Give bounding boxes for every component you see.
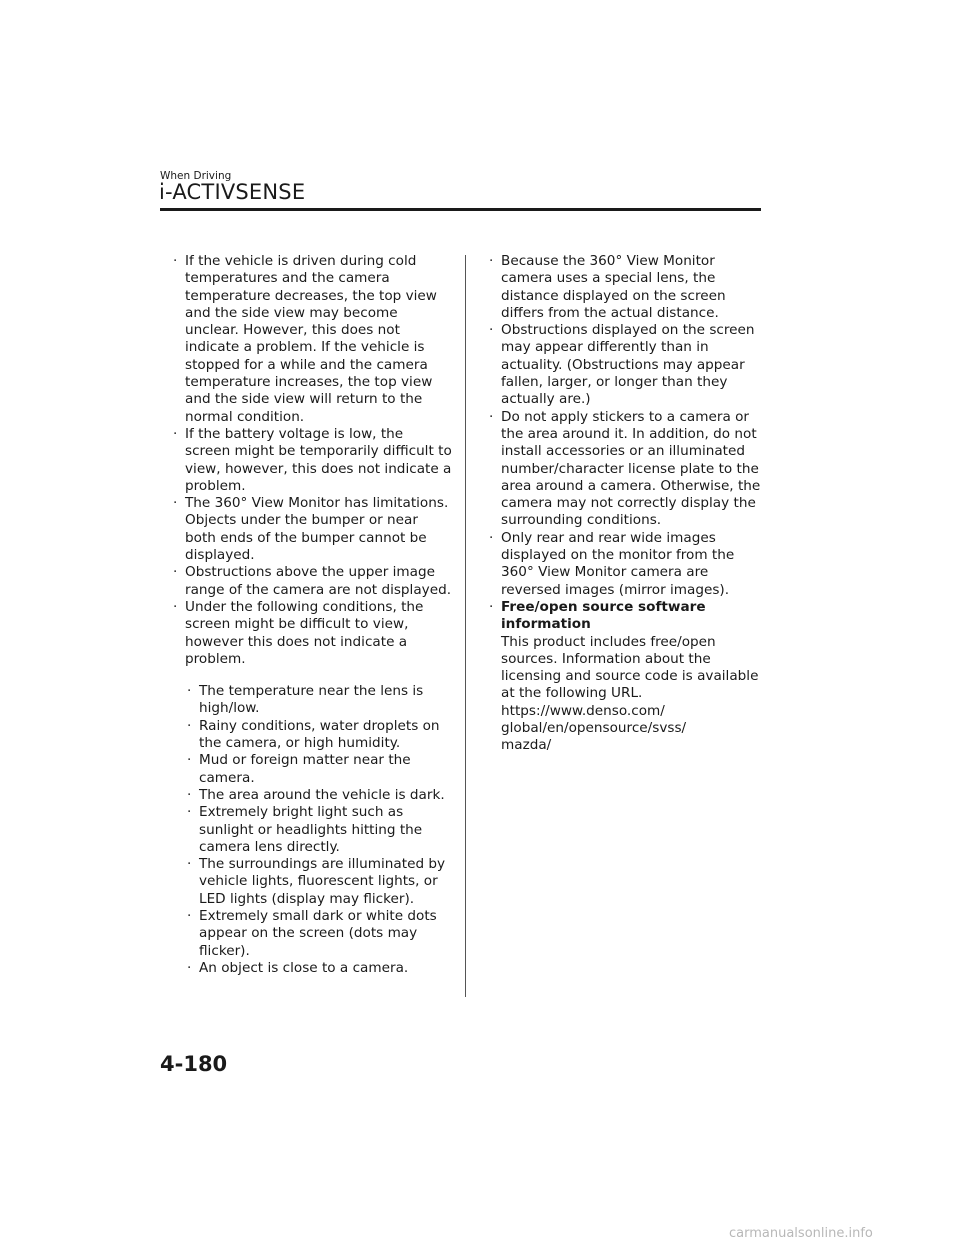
bullet-icon: · bbox=[187, 856, 192, 873]
oss-url-line: mazda/ bbox=[501, 737, 552, 754]
list-item-text: If the battery voltage is low, the screen might be temporarily difficult to view, however, this does not indicate a problem. bbox=[185, 425, 452, 494]
list-item bbox=[488, 530, 764, 599]
list-item bbox=[172, 599, 452, 668]
sub-list-item-text: The temperature near the lens is high/low. bbox=[199, 683, 424, 717]
oss-url-line: https://www.denso.com/ bbox=[501, 702, 665, 719]
bullet-icon: · bbox=[187, 959, 192, 976]
list-item bbox=[172, 564, 452, 599]
sub-list-item bbox=[172, 683, 452, 718]
oss-title: Free/open source software information bbox=[501, 598, 706, 633]
sub-list-item-text: Mud or foreign matter near the camera. bbox=[199, 752, 411, 786]
bullet-icon: · bbox=[173, 564, 178, 581]
list-item-text: Obstructions above the upper image range of the camera are not displayed. bbox=[185, 564, 452, 598]
list-item-text: Obstructions displayed on the screen may appear differently than in actuality. (Obstructions may appear fallen, larger, or longer than they actually are.) bbox=[501, 322, 755, 408]
left-column bbox=[172, 253, 452, 977]
list-item bbox=[172, 495, 452, 564]
bullet-icon: · bbox=[173, 425, 178, 442]
sub-list-item bbox=[172, 787, 452, 804]
sub-list-item bbox=[172, 908, 452, 960]
sub-list-item bbox=[172, 804, 452, 856]
sub-list-item-text: The surroundings are illuminated by vehicle lights, fluorescent lights, or LED lights (display may flicker). bbox=[199, 856, 446, 907]
oss-body: This product includes free/open sources. Information about the licensing and source code is available at the following URL. bbox=[501, 633, 759, 702]
bullet-icon: · bbox=[489, 253, 494, 269]
list-item-text: Only rear and rear wide images displayed on the monitor from the 360° View Monitor camera are reversed images (mirror images). bbox=[501, 529, 735, 598]
condition-sublist bbox=[172, 683, 452, 977]
sub-list-item bbox=[172, 752, 452, 787]
right-column bbox=[488, 253, 764, 755]
page-title: i-ACTIVSENSE bbox=[159, 180, 306, 204]
bullet-icon: · bbox=[187, 752, 192, 769]
list-item-text: Because the 360° View Monitor camera uses a special lens, the distance displayed on the screen differs from the actual distance. bbox=[501, 253, 726, 321]
list-item bbox=[488, 322, 764, 408]
list-item bbox=[172, 426, 452, 495]
bullet-icon: · bbox=[489, 598, 494, 615]
header-divider bbox=[160, 208, 761, 211]
bullet-icon: · bbox=[489, 529, 494, 546]
sub-list-item-text: Rainy conditions, water droplets on the camera, or high humidity. bbox=[199, 717, 440, 752]
bullet-icon: · bbox=[187, 717, 192, 734]
bullet-icon: · bbox=[173, 253, 178, 269]
list-item bbox=[488, 409, 764, 530]
bullet-icon: · bbox=[489, 322, 494, 339]
bullet-icon: · bbox=[173, 495, 178, 512]
bullet-icon: · bbox=[173, 598, 178, 615]
list-item-text: Do not apply stickers to a camera or the area around it. In addition, do not install accessories or an illuminated number/character license plate to the area around a camera. Otherwise, the camera may not correctly display the surrounding conditions. bbox=[501, 408, 761, 529]
section-label: When Driving bbox=[160, 170, 232, 182]
list-item-text: Under the following conditions, the screen might be difficult to view, however this does not indicate a problem. bbox=[185, 598, 424, 667]
sub-list-item bbox=[172, 718, 452, 753]
list-item-text: If the vehicle is driven during cold temperatures and the camera temperature decreases, the top view and the side view may become unclear. However, this does not indicate a problem. If the vehicle is stopped for a while and the camera temperature increases, the top view and the side view will return to the normal condition. bbox=[185, 253, 437, 425]
bullet-icon: · bbox=[187, 804, 192, 821]
list-item-text: The 360° View Monitor has limitations. Objects under the bumper or near both ends of the bumper cannot be displayed. bbox=[185, 495, 449, 564]
watermark: carmanualsonline.info bbox=[729, 1226, 873, 1241]
page-number: 4-180 bbox=[160, 1052, 228, 1076]
oss-url-line: global/en/opensource/svss/ bbox=[501, 720, 687, 737]
oss-info-item bbox=[488, 599, 764, 755]
column-divider bbox=[465, 255, 466, 997]
sub-list-item-text: Extremely bright light such as sunlight or headlights hitting the camera lens directly. bbox=[199, 804, 423, 855]
bullet-icon: · bbox=[187, 786, 192, 803]
bullet-icon: · bbox=[187, 683, 192, 700]
list-item bbox=[488, 253, 764, 322]
bullet-icon: · bbox=[489, 408, 494, 425]
sub-list-item-text: An object is close to a camera. bbox=[199, 959, 409, 976]
sub-list-item-text: Extremely small dark or white dots appear on the screen (dots may flicker). bbox=[199, 907, 437, 959]
sub-list-item-text: The area around the vehicle is dark. bbox=[199, 786, 445, 803]
bullet-icon: · bbox=[187, 907, 192, 924]
sub-list-item bbox=[172, 856, 452, 908]
sub-list-item bbox=[172, 960, 452, 977]
list-item bbox=[172, 253, 452, 426]
